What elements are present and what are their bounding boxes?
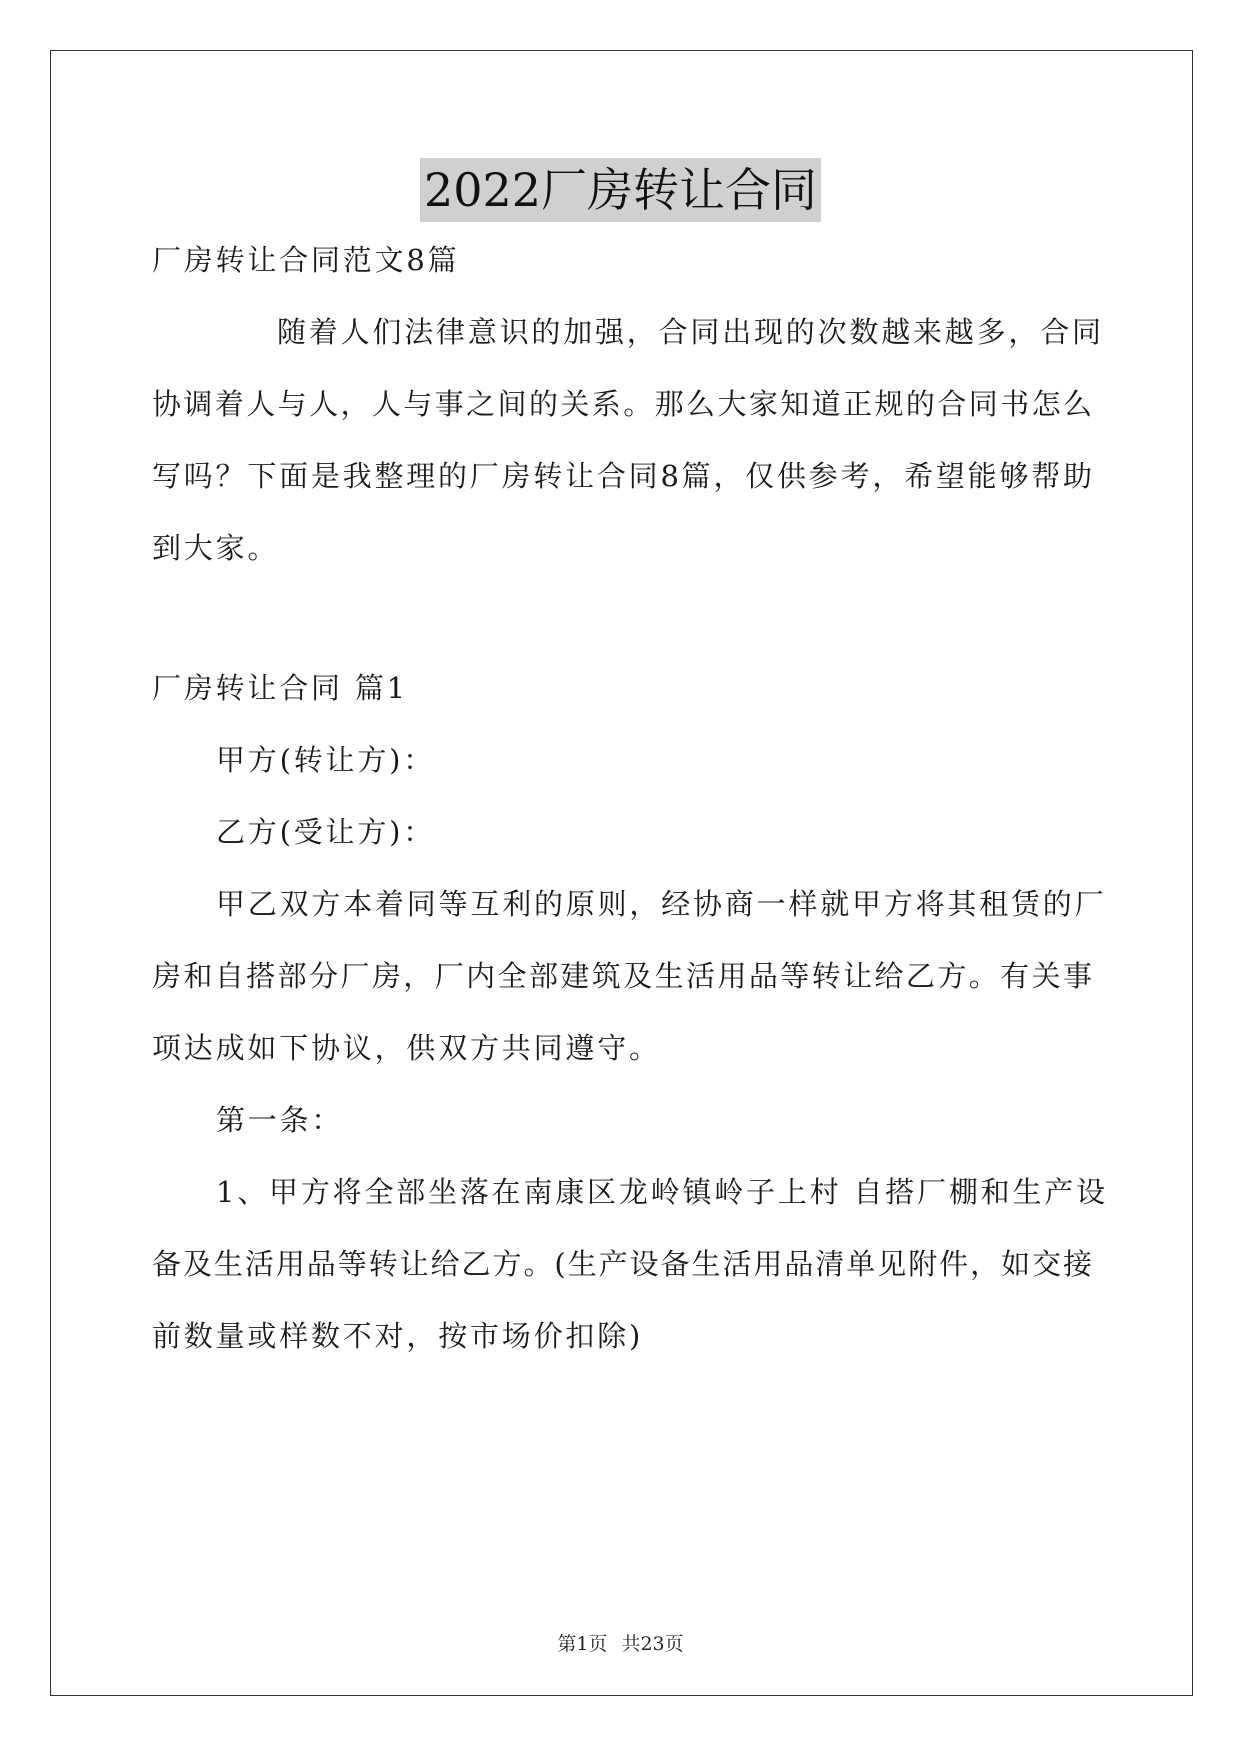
page-total: 共23页 <box>621 1633 684 1655</box>
page-number: 第1页 <box>557 1633 608 1655</box>
section-heading: 厂房转让合同 篇1 <box>152 671 408 705</box>
title-container <box>0 158 1241 222</box>
paragraph-line-1: 甲乙双方本着同等互利的原则，经协商一样就甲方将其租赁的厂 <box>216 887 1107 921</box>
clause-line-2: 备及生活用品等转让给乙方。(生产设备生活用品清单见附件，如交接 <box>152 1247 1092 1281</box>
intro-line-1: 随着人们法律意识的加强，合同出现的次数越来越多，合同 <box>277 315 1104 349</box>
clause-line-3: 前数量或样数不对，按市场价扣除) <box>152 1319 644 1353</box>
document-subtitle: 厂房转让合同范文8篇 <box>152 243 460 277</box>
intro-line-3: 写吗？下面是我整理的厂房转让合同8篇，仅供参考，希望能够帮助 <box>152 459 1092 493</box>
intro-line-2: 协调着人与人，人与事之间的关系。那么大家知道正规的合同书怎么 <box>152 387 1092 421</box>
page-border <box>50 50 1193 1696</box>
clause-line-1: 1、甲方将全部坐落在南康区龙岭镇岭子上村 自搭厂棚和生产设 <box>216 1175 1108 1209</box>
party-b-line: 乙方(受让方)： <box>216 815 436 849</box>
paragraph-line-2: 房和自搭部分厂房，厂内全部建筑及生活用品等转让给乙方。有关事 <box>152 959 1092 993</box>
paragraph-line-3: 项达成如下协议，供双方共同遵守。 <box>152 1031 661 1065</box>
document-title: 2022厂房转让合同 <box>420 158 821 222</box>
party-a-line: 甲方(转让方)： <box>216 743 436 777</box>
page-footer <box>0 1632 1241 1656</box>
article-heading: 第一条： <box>216 1103 344 1137</box>
intro-line-4: 到大家。 <box>152 531 280 565</box>
